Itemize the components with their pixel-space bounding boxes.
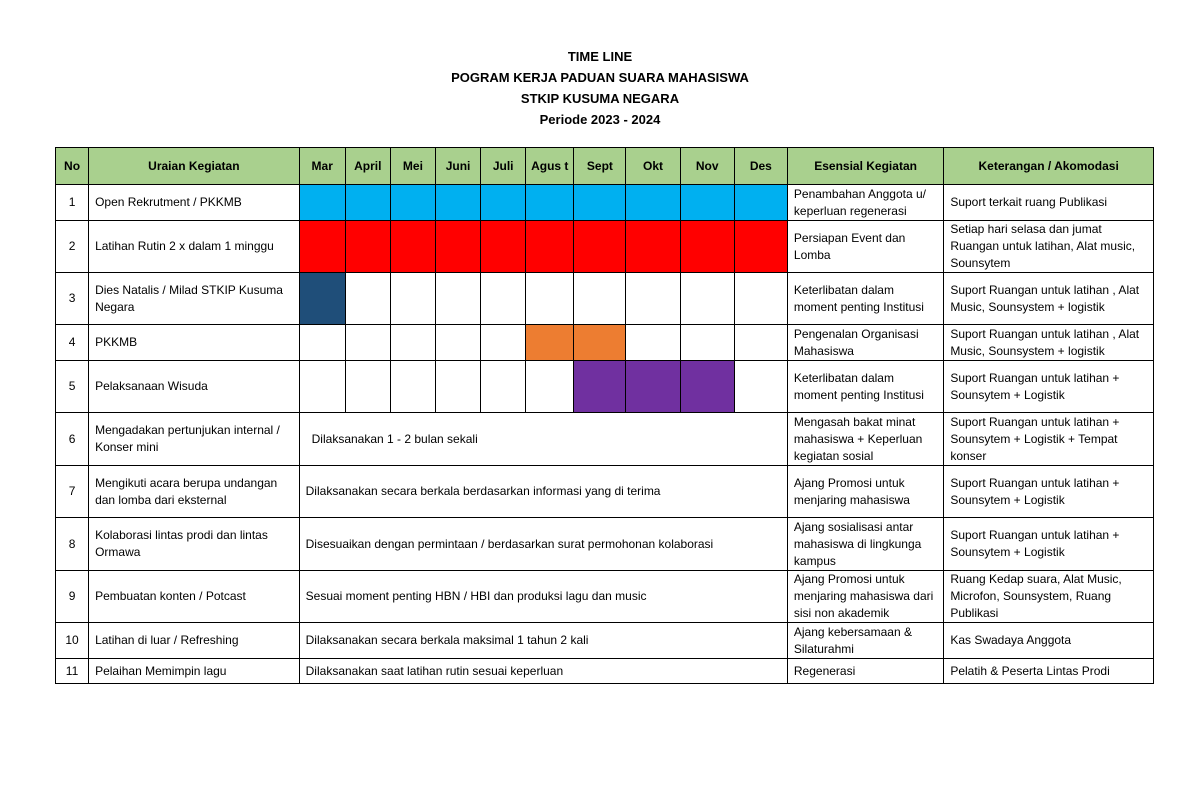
timeline-cell — [680, 325, 734, 361]
timeline-cell — [626, 325, 680, 361]
header-uraian: Uraian Kegiatan — [89, 148, 300, 185]
timeline-cell-filled — [299, 185, 345, 221]
timeline-cell-filled — [626, 221, 680, 273]
table-row — [56, 361, 1154, 413]
row-uraian: Pembuatan konten / Potcast — [89, 571, 300, 623]
timeline-cell-filled — [481, 185, 526, 221]
header-month: Agus t — [526, 148, 574, 185]
timeline-cell — [680, 273, 734, 325]
row-uraian: Dies Natalis / Milad STKIP Kusuma Negara — [89, 273, 300, 325]
header-month: Okt — [626, 148, 680, 185]
row-no: 6 — [56, 413, 89, 466]
timeline-cell — [435, 325, 480, 361]
header-month: Nov — [680, 148, 734, 185]
timeline-cell — [299, 325, 345, 361]
timeline-cell — [345, 325, 390, 361]
row-schedule-note: Dilaksanakan secara berkala berdasarkan informasi yang di terima — [299, 466, 787, 518]
timeline-cell-filled — [574, 361, 626, 413]
timeline-cell — [574, 273, 626, 325]
title-line-3: STKIP KUSUMA NEGARA — [520, 91, 680, 106]
title-line-4: Periode 2023 - 2024 — [539, 112, 661, 127]
table-row — [56, 659, 1154, 684]
timeline-cell-filled — [526, 325, 574, 361]
row-no: 2 — [56, 221, 89, 273]
header-month: Juni — [435, 148, 480, 185]
header-month: April — [345, 148, 390, 185]
row-esensial: Keterlibatan dalam moment penting Institusi — [787, 361, 943, 413]
timeline-cell — [526, 273, 574, 325]
row-schedule-note: Dilaksanakan 1 - 2 bulan sekali — [299, 413, 787, 466]
row-keterangan: Setiap hari selasa dan jumat Ruangan untuk latihan, Alat music, Sounsytem — [944, 221, 1154, 273]
timeline-cell — [481, 361, 526, 413]
timeline-cell — [435, 273, 480, 325]
row-uraian: Mengikuti acara berupa undangan dan lomba dari eksternal — [89, 466, 300, 518]
timeline-cell — [390, 325, 435, 361]
row-no: 10 — [56, 623, 89, 659]
timeline-cell-filled — [390, 221, 435, 273]
table-row — [56, 623, 1154, 659]
row-esensial: Keterlibatan dalam moment penting Institusi — [787, 273, 943, 325]
timeline-cell-filled — [734, 185, 787, 221]
header-month: Mar — [299, 148, 345, 185]
table-row — [56, 325, 1154, 361]
table-row — [56, 518, 1154, 571]
table-row — [56, 466, 1154, 518]
row-esensial: Ajang sosialisasi antar mahasiswa di lingkunga kampus — [787, 518, 943, 571]
timeline-cell-filled — [526, 185, 574, 221]
timeline-cell — [345, 361, 390, 413]
row-keterangan: Suport Ruangan untuk latihan , Alat Music, Sounsystem + logistik — [944, 273, 1154, 325]
timeline-cell — [481, 325, 526, 361]
timeline-cell — [626, 273, 680, 325]
timeline-cell-filled — [574, 185, 626, 221]
timeline-cell-filled — [734, 221, 787, 273]
row-no: 4 — [56, 325, 89, 361]
row-no: 11 — [56, 659, 89, 684]
timeline-cell-filled — [481, 221, 526, 273]
timeline-cell-filled — [680, 185, 734, 221]
timeline-cell-filled — [526, 221, 574, 273]
timeline-cell — [481, 273, 526, 325]
table-row — [56, 185, 1154, 221]
timeline-cell-filled — [345, 185, 390, 221]
header-row — [56, 148, 1154, 185]
row-esensial: Pengenalan Organisasi Mahasiswa — [787, 325, 943, 361]
row-no: 3 — [56, 273, 89, 325]
row-esensial: Penambahan Anggota u/ keperluan regenerasi — [787, 185, 943, 221]
header-month: Mei — [390, 148, 435, 185]
row-esensial: Ajang Promosi untuk menjaring mahasiswa dari sisi non akademik — [787, 571, 943, 623]
timeline-cell-filled — [680, 361, 734, 413]
row-esensial: Mengasah bakat minat mahasiswa + Keperluan kegiatan sosial — [787, 413, 943, 466]
timeline-cell — [526, 361, 574, 413]
header-month: Juli — [481, 148, 526, 185]
row-esensial: Persiapan Event dan Lomba — [787, 221, 943, 273]
row-no: 5 — [56, 361, 89, 413]
row-schedule-note: Sesuai moment penting HBN / HBI dan produksi lagu dan music — [299, 571, 787, 623]
timeline-cell — [299, 361, 345, 413]
timeline-cell-filled — [574, 221, 626, 273]
row-keterangan: Ruang Kedap suara, Alat Music, Microfon, Sounsystem, Ruang Publikasi — [944, 571, 1154, 623]
row-no: 9 — [56, 571, 89, 623]
row-uraian: Open Rekrutment / PKKMB — [89, 185, 300, 221]
timeline-cell-filled — [299, 273, 345, 325]
row-uraian: Latihan di luar / Refreshing — [89, 623, 300, 659]
row-esensial: Ajang kebersamaan & Silaturahmi — [787, 623, 943, 659]
row-no: 1 — [56, 185, 89, 221]
table-row — [56, 413, 1154, 466]
timeline-cell-filled — [299, 221, 345, 273]
row-schedule-note: Disesuaikan dengan permintaan / berdasarkan surat permohonan kolaborasi — [299, 518, 787, 571]
table-row — [56, 571, 1154, 623]
timeline-table — [55, 147, 1154, 684]
header-month: Sept — [574, 148, 626, 185]
row-keterangan: Suport terkait ruang Publikasi — [944, 185, 1154, 221]
timeline-cell — [734, 325, 787, 361]
row-no: 7 — [56, 466, 89, 518]
timeline-cell-filled — [574, 325, 626, 361]
timeline-cell-filled — [345, 221, 390, 273]
header-keterangan: Keterangan / Akomodasi — [944, 148, 1154, 185]
row-uraian: Mengadakan pertunjukan internal / Konser mini — [89, 413, 300, 466]
timeline-cell — [734, 361, 787, 413]
timeline-cell — [435, 361, 480, 413]
row-no: 8 — [56, 518, 89, 571]
timeline-cell-filled — [435, 221, 480, 273]
row-keterangan: Suport Ruangan untuk latihan + Sounsytem + Logistik — [944, 518, 1154, 571]
timeline-cell-filled — [435, 185, 480, 221]
header-esensial: Esensial Kegiatan — [787, 148, 943, 185]
row-uraian: Kolaborasi lintas prodi dan lintas Ormawa — [89, 518, 300, 571]
title-line-1: TIME LINE — [567, 49, 633, 64]
header-month: Des — [734, 148, 787, 185]
row-keterangan: Pelatih & Peserta Lintas Prodi — [944, 659, 1154, 684]
row-keterangan: Kas Swadaya Anggota — [944, 623, 1154, 659]
row-keterangan: Suport Ruangan untuk latihan + Sounsytem + Logistik — [944, 466, 1154, 518]
row-uraian: Pelaksanaan Wisuda — [89, 361, 300, 413]
timeline-cell-filled — [390, 185, 435, 221]
row-uraian: PKKMB — [89, 325, 300, 361]
row-schedule-note: Dilaksanakan secara berkala maksimal 1 tahun 2 kali — [299, 623, 787, 659]
timeline-cell-filled — [626, 185, 680, 221]
row-uraian: Pelaihan Memimpin lagu — [89, 659, 300, 684]
row-schedule-note: Dilaksanakan saat latihan rutin sesuai keperluan — [299, 659, 787, 684]
title-line-2: POGRAM KERJA PADUAN SUARA MAHASISWA — [451, 70, 749, 85]
header-no: No — [56, 148, 89, 185]
timeline-cell — [390, 273, 435, 325]
timeline-cell — [734, 273, 787, 325]
row-esensial: Regenerasi — [787, 659, 943, 684]
timeline-cell-filled — [680, 221, 734, 273]
row-keterangan: Suport Ruangan untuk latihan + Sounsytem + Logistik — [944, 361, 1154, 413]
table-row — [56, 273, 1154, 325]
document-title — [0, 46, 1200, 130]
row-keterangan: Suport Ruangan untuk latihan , Alat Music, Sounsystem + logistik — [944, 325, 1154, 361]
timeline-cell — [345, 273, 390, 325]
row-esensial: Ajang Promosi untuk menjaring mahasiswa — [787, 466, 943, 518]
row-uraian: Latihan Rutin 2 x dalam 1 minggu — [89, 221, 300, 273]
timeline-cell-filled — [626, 361, 680, 413]
row-keterangan: Suport Ruangan untuk latihan + Sounsytem + Logistik + Tempat konser — [944, 413, 1154, 466]
timeline-cell — [390, 361, 435, 413]
table-row — [56, 221, 1154, 273]
